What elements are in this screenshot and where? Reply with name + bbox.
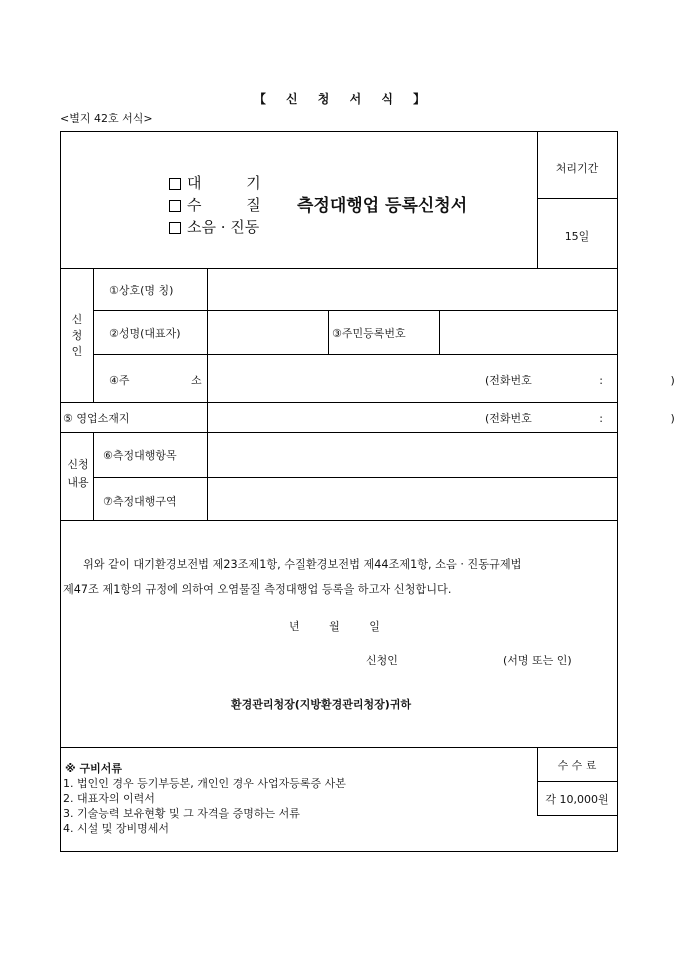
processing-value: 15일: [564, 230, 590, 243]
applicant-signature-label: 신청인: [366, 654, 398, 667]
fee-value: 각 10,000원: [545, 793, 609, 806]
date-line: 년 월 일: [289, 620, 380, 633]
option-air: 대 기: [169, 172, 261, 193]
declaration-line-2: 제47조 제1항의 규정에 의하여 오염물질 측정대행업 등록을 하고자 신청합니다.: [63, 583, 452, 596]
measurement-items-label: ⑥측정대행항목: [103, 449, 177, 462]
document-item: 4. 시설 및 장비명세서: [63, 822, 169, 835]
checkbox-noise[interactable]: [169, 222, 181, 234]
option-water: 수 질: [169, 194, 261, 215]
document-item: 1. 법인인 경우 등기부등본, 개인인 경우 사업자등록증 사본: [63, 777, 346, 790]
checkbox-water[interactable]: [169, 200, 181, 212]
company-label: ①상호(명 칭): [109, 284, 174, 297]
form-heading: 【 신 청 서 식 】: [253, 92, 427, 106]
business-location-label: ⑤ 영업소재지: [63, 412, 130, 425]
measurement-area-label: ⑦측정대행구역: [103, 495, 177, 508]
signature-note: (서명 또는 인): [503, 654, 572, 667]
request-section-label: 신청내용: [67, 458, 89, 489]
processing-label: 처리기간: [555, 162, 599, 175]
business-phone-label: (전화번호 : ): [485, 412, 675, 425]
declaration-line-1: 위와 같이 대기환경보전법 제23조제1항, 수질환경보전법 제44조제1항, 소음 · 진동규제법: [83, 558, 522, 571]
address-label: ④주 소: [109, 374, 202, 387]
application-form: [60, 131, 675, 852]
applicant-section-label: 신청인: [71, 313, 83, 358]
document-item: 2. 대표자의 이력서: [63, 792, 155, 805]
checkbox-air[interactable]: [169, 178, 181, 190]
document-item: 3. 기술능력 보유현황 및 그 자격을 증명하는 서류: [63, 807, 300, 820]
name-label: ②성명(대표자): [109, 327, 181, 340]
form-number: <별지 42호 서식>: [60, 112, 153, 125]
option-noise: 소음 · 진동: [169, 216, 259, 237]
form-title: 측정대행업 등록신청서: [297, 196, 468, 216]
id-number-label: ③주민등록번호: [332, 327, 406, 340]
recipient: 환경관리청장(지방환경관리청장)귀하: [231, 698, 412, 711]
documents-title: ※ 구비서류: [65, 762, 123, 775]
address-phone-label: (전화번호 : ): [485, 374, 675, 387]
fee-label: 수 수 료: [557, 759, 597, 772]
